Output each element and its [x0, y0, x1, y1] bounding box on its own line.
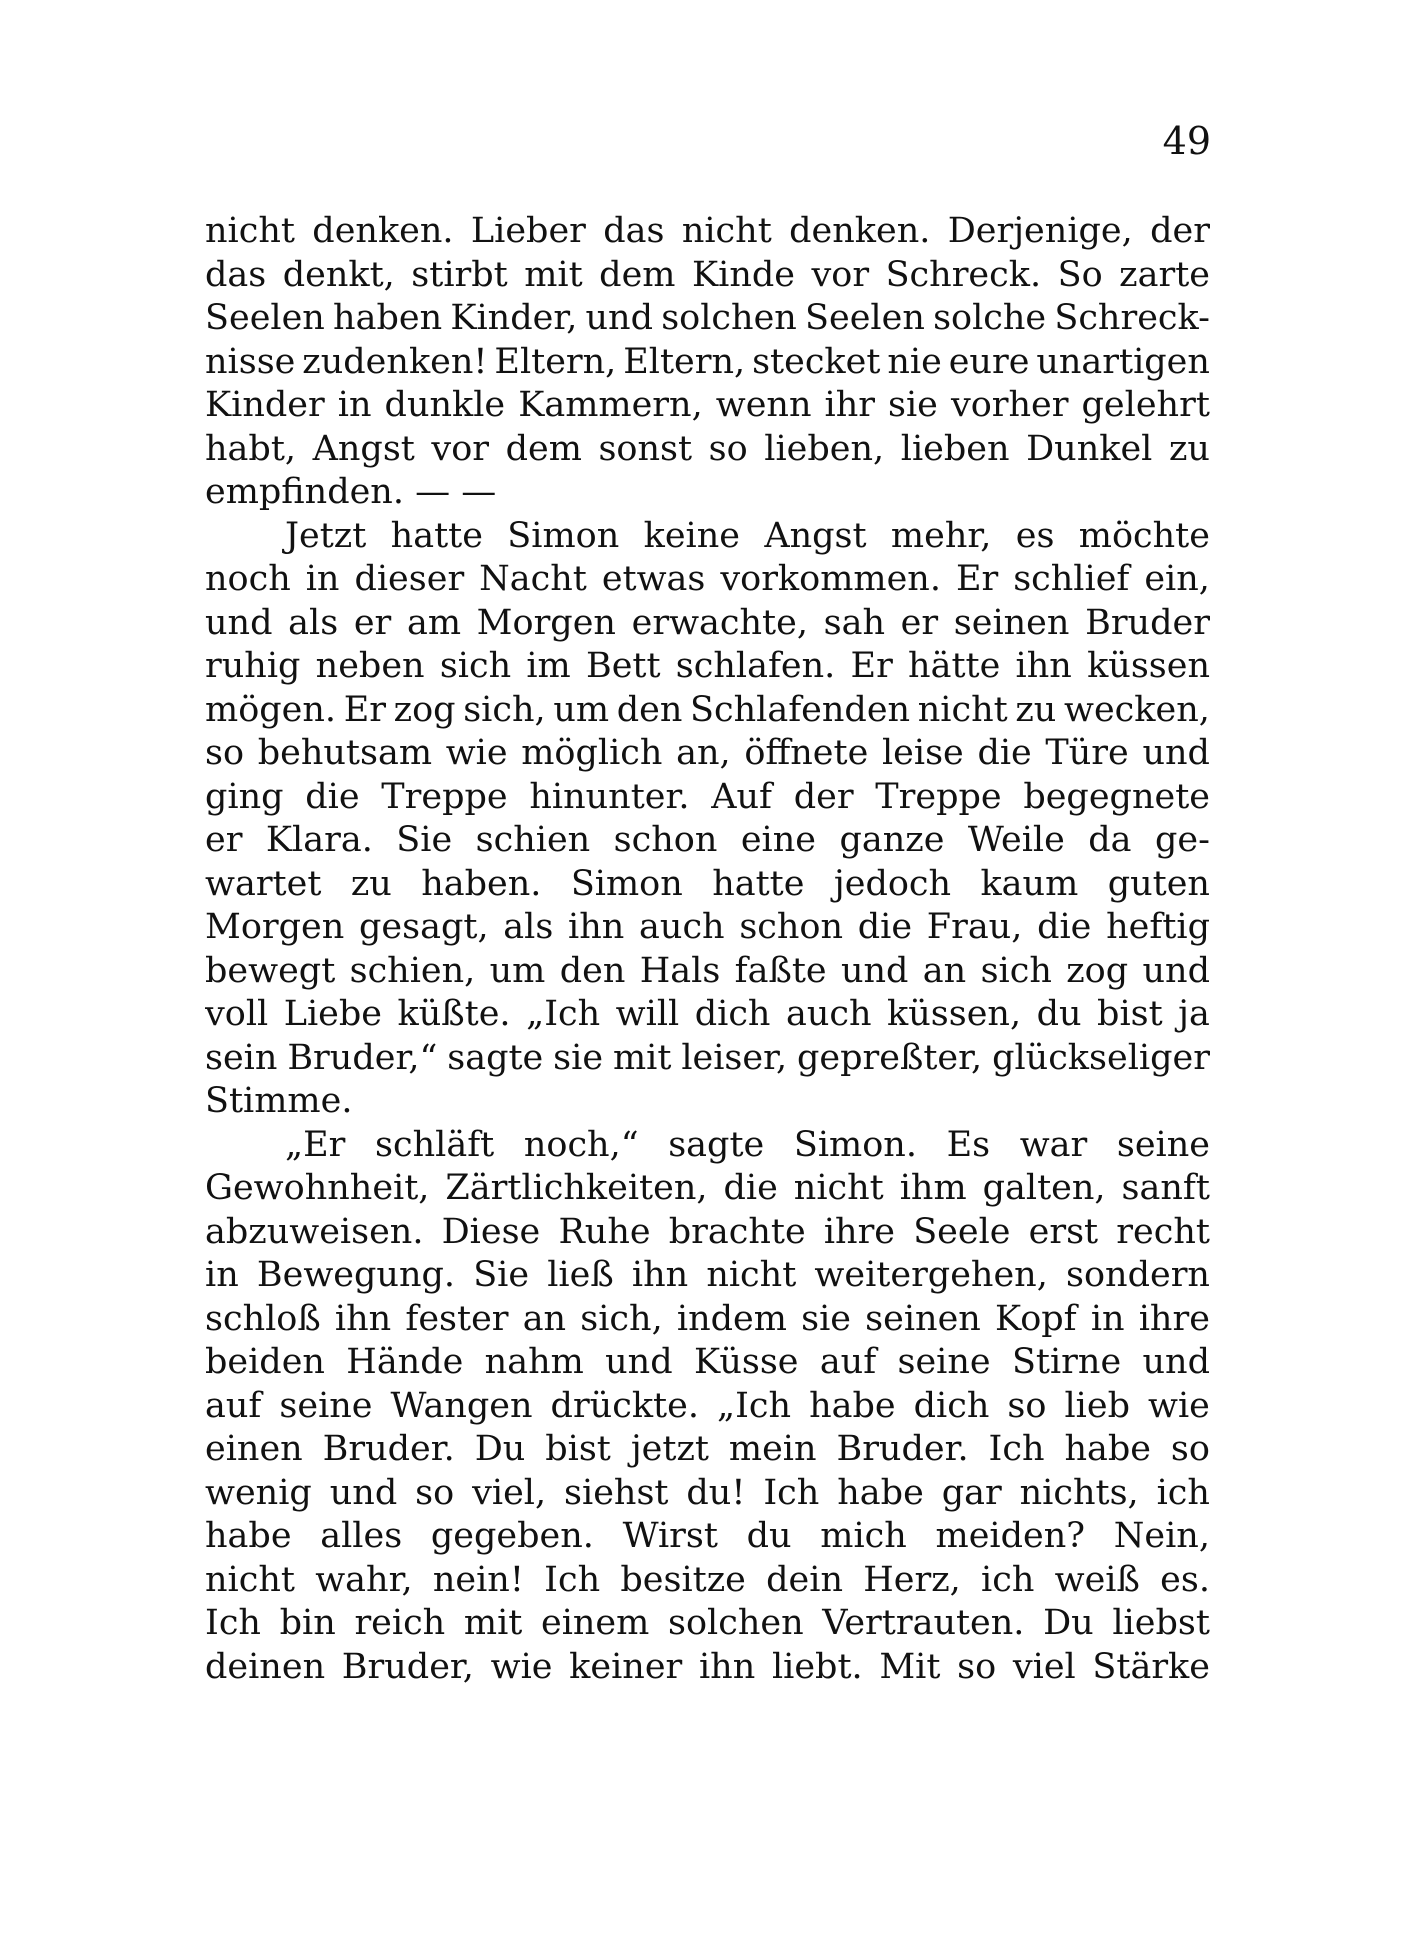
text-line: Stimme.	[205, 1081, 353, 1121]
text-line: in Bewegung. Sie ließ ihn nicht weitergehen, sondern	[205, 1255, 1210, 1295]
text-line: habe alles gegeben. Wirst du mich meiden? Nein,	[205, 1516, 1210, 1556]
text-line: empfinden. — —	[205, 472, 497, 512]
page-number: 49	[1162, 119, 1211, 163]
text-line: noch in dieser Nacht etwas vorkommen. Er schlief ein,	[205, 559, 1210, 599]
text-line: wenig und so viel, siehst du! Ich habe gar nichts, ich	[205, 1472, 1210, 1513]
text-line: Jetzt hatte Simon keine Angst mehr, es möchte	[285, 515, 1210, 556]
text-line: so behutsam wie möglich an, öffnete leise die Türe und	[205, 733, 1210, 773]
text-line: schloß ihn fester an sich, indem sie seinen Kopf in ihre	[205, 1298, 1210, 1339]
text-line: nicht denken. Lieber das nicht denken. Derjenige, der	[205, 211, 1210, 251]
text-line: abzuweisen. Diese Ruhe brachte ihre Seele erst recht	[205, 1211, 1210, 1252]
text-line: beiden Hände nahm und Küsse auf seine Stirne und	[205, 1342, 1210, 1382]
text-line: voll Liebe küßte. „Ich will dich auch küssen, du bist ja	[205, 994, 1210, 1034]
text-line: auf seine Wangen drückte. „Ich habe dich so lieb wie	[205, 1385, 1210, 1426]
text-line: ruhig neben sich im Bett schlafen. Er hätte ihn küssen	[205, 646, 1210, 686]
text-line: und als er am Morgen erwachte, sah er seinen Bruder	[205, 602, 1210, 643]
text-line: das denkt, stirbt mit dem Kinde vor Schreck. So zarte	[205, 254, 1210, 295]
text-line: nicht wahr, nein! Ich besitze dein Herz, ich weiß es.	[205, 1559, 1210, 1600]
text-line: wartet zu haben. Simon hatte jedoch kaum guten	[205, 863, 1210, 904]
text-line: Gewohnheit, Zärtlichkeiten, die nicht ihm galten, sanft	[205, 1168, 1210, 1208]
text-line: er Klara. Sie schien schon eine ganze Weile da ge-	[205, 820, 1210, 860]
text-line: bewegt schien, um den Hals faßte und an sich zog und	[205, 950, 1210, 991]
text-line: Morgen gesagt, als ihn auch schon die Frau, die heftig	[205, 907, 1210, 947]
text-line: mögen. Er zog sich, um den Schlafenden nicht zu wecken,	[205, 689, 1210, 730]
text-line: Ich bin reich mit einem solchen Vertrauten. Du liebst	[205, 1603, 1210, 1643]
text-line: „Er schläft noch,“ sagte Simon. Es war seine	[285, 1124, 1210, 1165]
text-line: Kinder in dunkle Kammern, wenn ihr sie vorher gelehrt	[205, 385, 1210, 425]
body-text	[205, 210, 1210, 1689]
text-line: deinen Bruder, wie keiner ihn liebt. Mit so viel Stärke	[205, 1646, 1210, 1687]
text-line: einen Bruder. Du bist jetzt mein Bruder. Ich habe so	[205, 1429, 1210, 1469]
text-line: habt, Angst vor dem sonst so lieben, lieben Dunkel zu	[205, 428, 1210, 469]
text-line: Seelen haben Kinder, und solchen Seelen solche Schreck-	[205, 298, 1210, 338]
text-line: ging die Treppe hinunter. Auf der Treppe begegnete	[205, 776, 1210, 817]
text-line: nisse zudenken! Eltern, Eltern, stecket nie eure unartigen	[205, 341, 1210, 382]
text-line: sein Bruder,“ sagte sie mit leiser, gepreßter, glückseliger	[205, 1037, 1210, 1078]
